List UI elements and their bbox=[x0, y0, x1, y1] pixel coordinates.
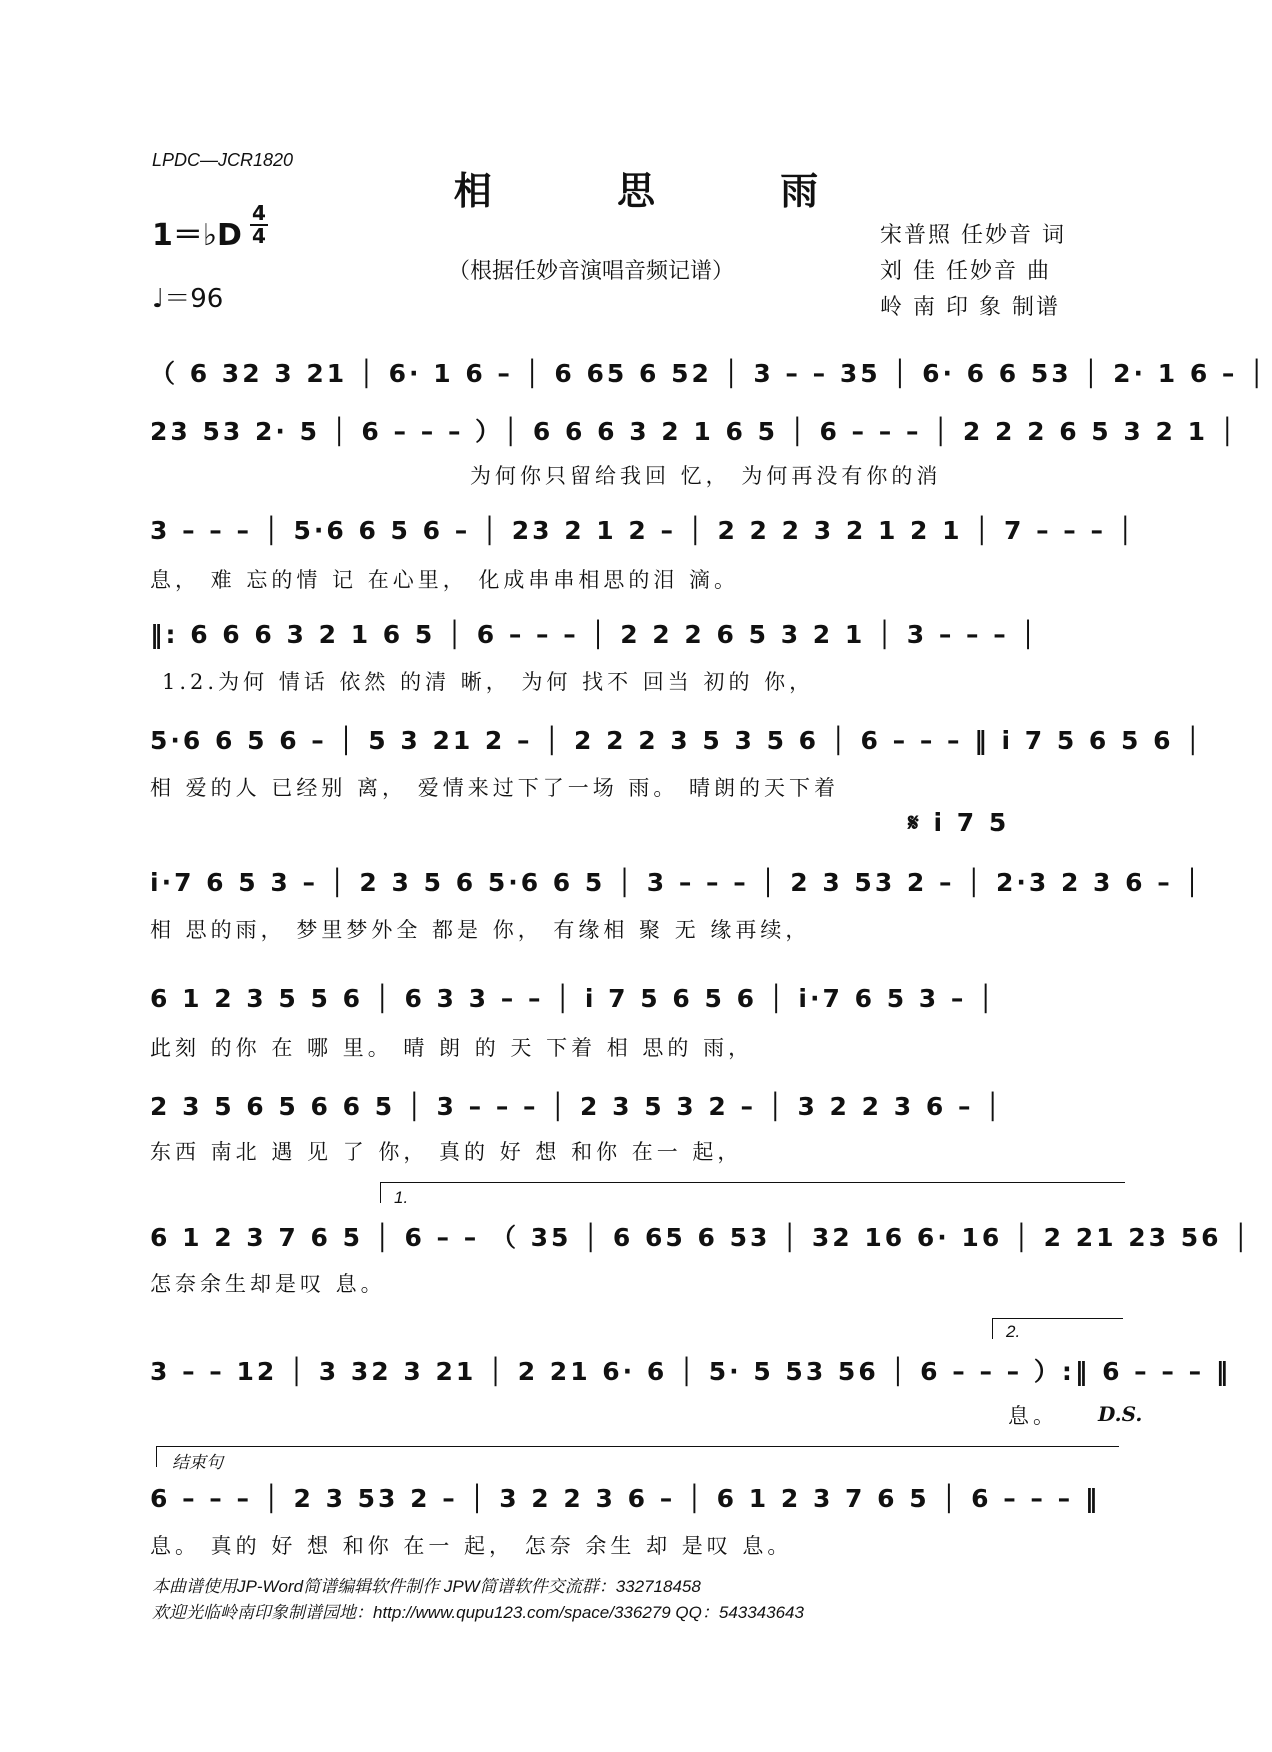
score-line-4-notes: ‖: 6 6 6 3 2 1 6 5 │ 6 – – – │ 2 2 2 6 5 3 2 1 │ 3 – – – │ bbox=[150, 620, 1039, 649]
score-code: LPDC—JCR1820 bbox=[152, 150, 294, 170]
coda-label: 结束句 bbox=[172, 1453, 223, 1472]
score-line-5-notes: 5·6 6 5 6 – │ 5 3 21 2 – │ 2 2 2 3 5 3 5 6 │ 6 – – – ‖ i 7 5 6 5 6 │ bbox=[150, 726, 1204, 755]
credit-transcriber: 岭 南 印 象 制谱 bbox=[880, 295, 1060, 320]
segno-alt-notes: 𝄋 i 7 5 bbox=[908, 808, 1010, 837]
score-line-10-notes: 3 – – 12 │ 3 32 3 21 │ 2 21 6· 6 │ 5· 5 53 56 │ 6 – – – ）:‖ 6 – – – ‖ bbox=[150, 1357, 1232, 1386]
score-line-9-notes: 6 1 2 3 7 6 5 │ 6 – – （ 35 │ 6 65 6 53 │ 32 16 6· 16 │ 2 21 23 56 │ bbox=[150, 1223, 1252, 1252]
score-line-11-notes: 6 – – – │ 2 3 53 2 – │ 3 2 2 3 6 – │ 6 1 2 3 7 6 5 │ 6 – – – ‖ bbox=[150, 1484, 1101, 1513]
footer-line-1: 本曲谱使用JP-Word简谱编辑软件制作 JPW简谱软件交流群：332718458 bbox=[152, 1577, 701, 1596]
score-line-6-notes: i·7 6 5 3 – │ 2 3 5 6 5·6 6 5 │ 3 – – – │ 2 3 53 2 – │ 2·3 2 3 6 – │ bbox=[150, 868, 1203, 897]
score-line-11-lyrics: 息。 真的 好 想 和你 在一 起， 怎奈 余生 却 是叹 息。 bbox=[150, 1534, 793, 1558]
score-line-2-notes: 23 53 2· 5 │ 6 – – – ）│ 6 6 6 3 2 1 6 5 │ 6 – – – │ 2 2 2 6 5 3 2 1 │ bbox=[150, 417, 1238, 446]
time-top: 4 bbox=[252, 201, 266, 225]
footer-line-2: 欢迎光临岭南印象制谱园地：http://www.qupu123.com/space/336279 QQ：543343643 bbox=[152, 1603, 804, 1622]
credit-composer: 刘 佳 任妙音 曲 bbox=[880, 259, 1051, 284]
score-line-1-notes: （ 6 32 3 21 │ 6· 1 6 – │ 6 65 6 52 │ 3 – – 35 │ 6· 6 6 53 │ 2· 1 6 – │ bbox=[150, 359, 1268, 388]
volta-2-label: 2. bbox=[1006, 1322, 1021, 1341]
score-line-9-lyrics: 怎奈余生却是叹 息。 bbox=[150, 1272, 386, 1296]
score-line-8-lyrics: 东西 南北 遇 见 了 你， 真的 好 想 和你 在一 起， bbox=[150, 1140, 743, 1164]
score-line-7-lyrics: 此刻 的你 在 哪 里。 晴 朗 的 天 下着 相 思的 雨， bbox=[150, 1036, 754, 1060]
coda-bracket bbox=[156, 1446, 1119, 1467]
credit-lyricist: 宋普照 任妙音 词 bbox=[880, 223, 1066, 248]
source-note: （根据任妙音演唱音频记谱） bbox=[448, 259, 735, 284]
score-line-4-lyrics: 1.2.为何 情话 依然 的清 晰， 为何 找不 回当 初的 你， bbox=[162, 670, 815, 694]
tempo-mark: ♩＝96 bbox=[152, 284, 224, 314]
score-line-6-lyrics: 相 思的雨， 梦里梦外全 都是 你， 有缘相 聚 无 缘再续， bbox=[150, 918, 811, 942]
volta-1-label: 1. bbox=[394, 1188, 409, 1207]
score-line-5-lyrics: 相 爱的人 已经别 离， 爱情来过下了一场 雨。 晴朗的天下着 bbox=[150, 776, 840, 800]
score-line-3-notes: 3 – – – │ 5·6 6 5 6 – │ 23 2 1 2 – │ 2 2 2 3 2 1 2 1 │ 7 – – – │ bbox=[150, 516, 1136, 545]
score-line-8-notes: 2 3 5 6 5 6 6 5 │ 3 – – – │ 2 3 5 3 2 – │ 3 2 2 3 6 – │ bbox=[150, 1092, 1004, 1121]
score-line-3-lyrics: 息， 难 忘的情 记 在心里， 化成串串相思的泪 滴。 bbox=[150, 568, 740, 592]
volta-1-bracket bbox=[380, 1182, 1125, 1203]
ds-mark: D.S. bbox=[1098, 1402, 1143, 1426]
score-line-10-lyrics: 息。 bbox=[1008, 1404, 1058, 1428]
score-line-7-notes: 6 1 2 3 5 5 6 │ 6 3 3 – – │ i 7 5 6 5 6 │ i·7 6 5 3 – │ bbox=[150, 984, 997, 1013]
key-signature: 1＝♭D bbox=[152, 218, 242, 253]
time-bottom: 4 bbox=[252, 224, 266, 248]
time-signature bbox=[250, 201, 268, 248]
song-title: 相 思 雨 bbox=[453, 168, 875, 213]
score-line-2-lyrics: 为何你只留给我回 忆， 为何再没有你的消 bbox=[470, 464, 942, 488]
